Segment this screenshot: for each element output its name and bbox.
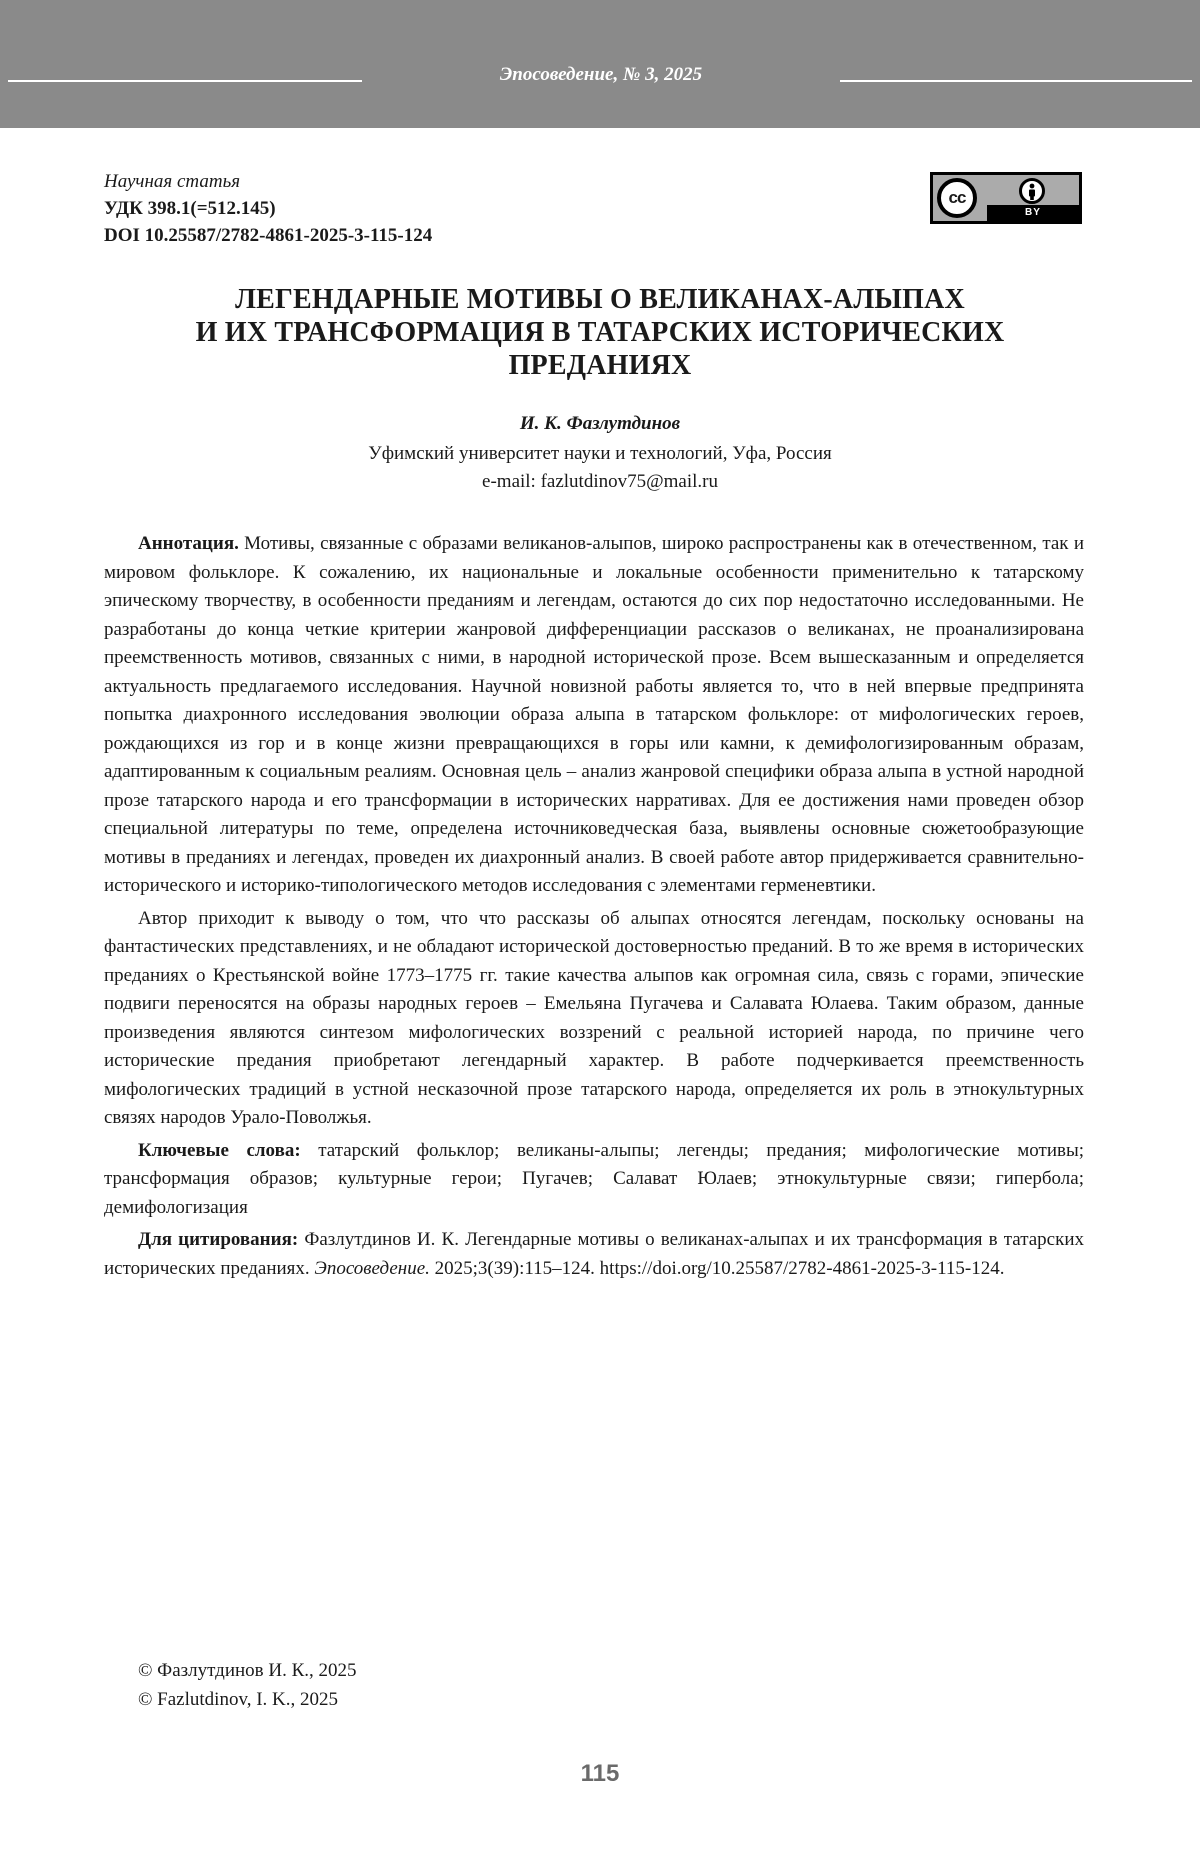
citation-doi[interactable]: 2025;3(39):115–124. https://doi.org/10.25587/2782-4861-2025-3-115-124.	[434, 1257, 1005, 1279]
author-name: И. К. Фазлутдинов	[519, 413, 681, 434]
copyright-ru: © Фазлутдинов И. К., 2025	[138, 1660, 357, 1681]
copyright-block	[138, 1656, 357, 1714]
article-type: Научная статья	[104, 171, 241, 192]
article-title	[100, 283, 1100, 382]
citation-paragraph	[104, 1226, 1084, 1283]
doi-code: DOI 10.25587/2782-4861-2025-3-115-124	[104, 225, 433, 246]
title-line: ЛЕГЕНДАРНЫЕ МОТИВЫ О ВЕЛИКАНАХ-АЛЫПАХ	[235, 284, 965, 315]
header-rule-right	[840, 80, 1192, 82]
article-meta	[104, 168, 432, 249]
abstract-text: Мотивы, связанные с образами великанов-алыпов, широко распространены как в отечественном, так и мировом фольклоре. К сожалению, их национальные и локальные особенности применительно к татарскому эпическому творчеству, в особенности преданиям и легендам, остаются до сих пор недостаточно исследованными. Не разработаны до конца четкие критерии жанровой дифференциации рассказов о великанах, не проанализирована преемственность мотивов, связанных с ними, в народной исторической прозе. Всем вышесказанным и определяется актуальность предлагаемого исследования. Научной новизной работы является то, что в ней впервые предпринята попытка диахронного исследования эволюции образа алыпа в татарском фольклоре: от мифологических героев, рождающихся из гор и в конце жизни превращающихся в горы или камни, к демифологизированным образам, адаптированным к социальным реалиям. Основная цель – анализ жанровой специфики образа алыпа в устной народной прозе татарского народа и его трансформации в исторических нарративах. Для ее достижения нами проведен обзор специальной литературы по теме, определена источниковедческая база, выявлены основные сюжетообразующие мотивы в преданиях и легендах, проведен их диахронный анализ. В своей работе автор придерживается сравнительно-исторического и историко-типологического методов исследования с элементами герменевтики.	[104, 533, 1084, 896]
header-rule-left	[8, 80, 362, 82]
abstract-text-2: Автор приходит к выводу о том, что что рассказы об алыпах относятся легендам, поскольку основаны на фантастических представлениях, и не обладают исторической достоверностью преданий. В то же время в исторических преданиях о Крестьянской войне 1773–1775 гг. такие качества алыпов как огромная сила, связь с горами, эпические подвиги переносятся на образы народных героев – Емельяна Пугачева и Салавата Юлаева. Таким образом, данные произведения являются синтезом мифологических воззрений с реальной историей народа, по причине чего исторические предания приобретают легендарный характер. В работе подчеркивается преемственность мифологических традиций в устной несказочной прозе татарского народа, определяется их роль в этнокультурных связях народов Урало-Поволжья.	[104, 907, 1084, 1128]
cc-icon: cc	[937, 178, 977, 218]
author-affiliation: Уфимский университет науки и технологий, Уфа, Россия	[368, 443, 832, 464]
title-line: ПРЕДАНИЯХ	[508, 350, 692, 381]
author-email: e-mail: fazlutdinov75@mail.ru	[482, 471, 718, 492]
page-number: 115	[580, 1760, 620, 1787]
citation-journal: Эпосоведение.	[314, 1257, 430, 1279]
journal-header-bar	[0, 0, 1200, 128]
keywords-label: Ключевые слова:	[138, 1139, 301, 1161]
copyright-en: © Fazlutdinov, I. K., 2025	[138, 1689, 339, 1710]
citation-label: Для цитирования:	[138, 1229, 299, 1250]
person-icon	[1019, 178, 1045, 204]
keywords-paragraph	[104, 1137, 1084, 1223]
abstract-label: Аннотация.	[138, 533, 239, 554]
abstract-paragraph	[104, 530, 1084, 901]
citation-text: Фазлутдинов И. К. Легендарные мотивы о великанах-алыпах и их трансформация в татарских исторических преданиях.	[104, 1229, 1084, 1279]
title-line: И ИХ ТРАНСФОРМАЦИЯ В ТАТАРСКИХ ИСТОРИЧЕСКИХ	[195, 317, 1005, 348]
abstract-paragraph	[104, 905, 1084, 1133]
journal-running-title: Эпосоведение, № 3, 2025	[499, 64, 703, 85]
keywords-text: татарский фольклор; великаны-алыпы; легенды; предания; мифологические мотивы; трансформация образов; культурные герои; Пугачев; Салават Юлаев; этнокультурные связи; гипербола; демифологизация	[104, 1139, 1085, 1218]
abstract-block	[104, 530, 1084, 1287]
udc-code: УДК 398.1(=512.145)	[104, 198, 276, 219]
by-label: BY	[987, 205, 1079, 221]
cc-by-license-badge[interactable]	[930, 172, 1082, 224]
